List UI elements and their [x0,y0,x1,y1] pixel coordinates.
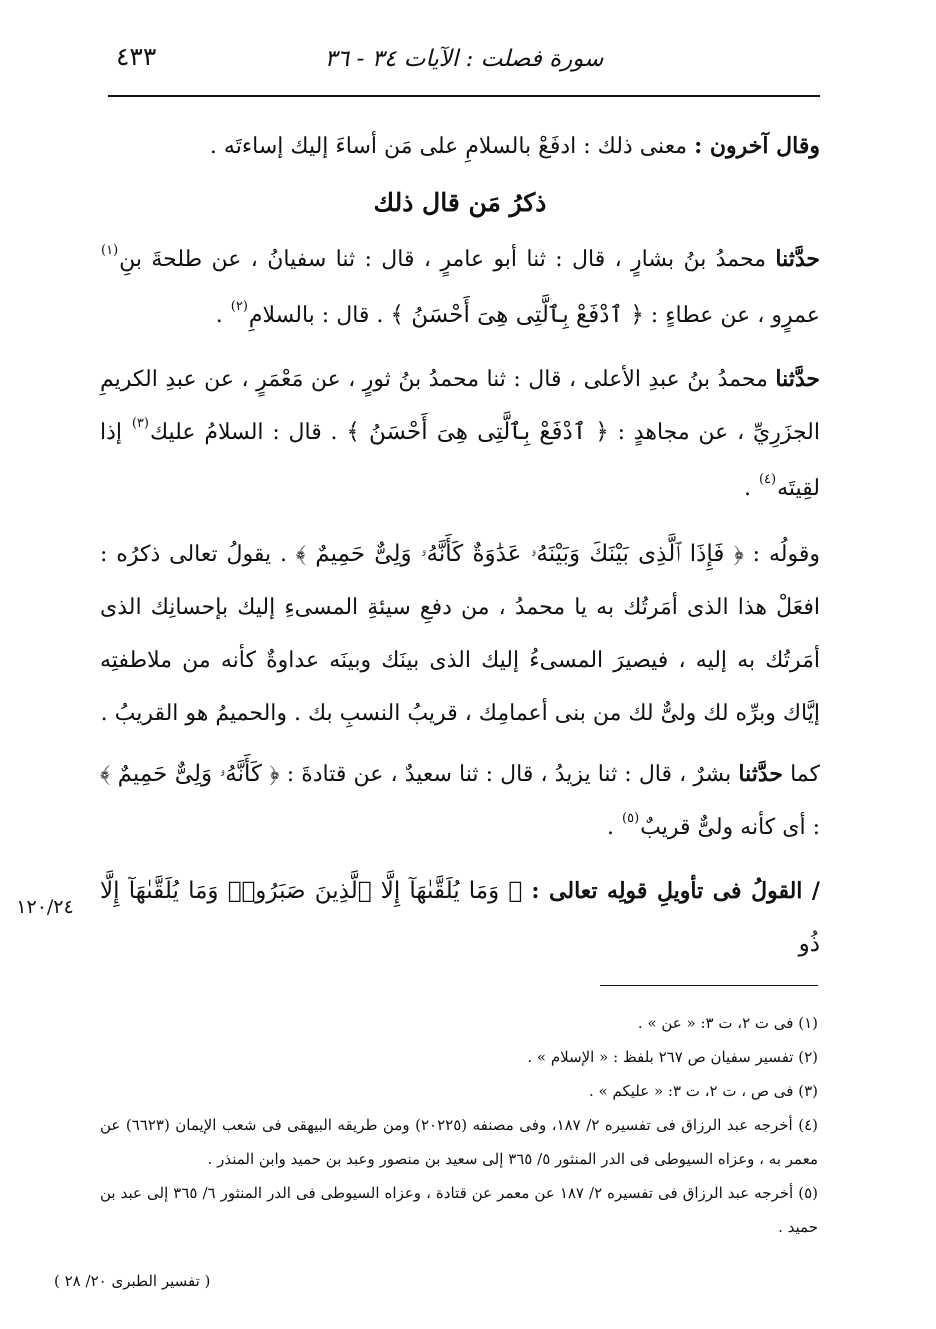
paragraph [100,748,820,857]
main-text [100,120,820,971]
paragraph-text: . قال : السلامُ عليك [149,420,347,445]
paragraph-text: . [607,815,621,840]
paragraph [100,353,820,518]
paragraph-text: عمرٍو ، عن عطاءٍ : [643,303,820,328]
paragraph-text: : أى كأنه ولىٌّ قريبٌ [640,815,820,840]
page-number: ٤٣٣ [116,42,157,71]
paragraph-lead: حدَّثنا [775,366,820,392]
paragraph-text: معنى ذلك : ادفَعْ بالسلامِ على مَن أساءَ إليك إساءتَه . [209,134,695,159]
paragraph-lead: وقال آخرون : [694,133,820,159]
quran-verse: ﴿ ٱدْفَعْ بِٱلَّتِى هِىَ أَحْسَنُ ﴾ [390,302,644,328]
running-header [108,34,820,84]
paragraph-text: . [743,476,758,501]
paragraph-lead: حدَّثنا [775,246,820,272]
page-footer: ( تفسير الطبرى ٢٠/ ٢٨ ) [54,1272,211,1290]
footnote: (٥) أخرجه عبد الرزاق فى تفسيره ٢/ ١٨٧ عن معمر عن قتادة ، وعزاه السيوطى فى الدر المنثور ٦/ ٣٦٥ إلى عبد بن حميد . [100,1184,818,1236]
header-rule [108,95,820,97]
footnote: (١) فى ت ٢، ت ٣: « عن » . [637,1014,818,1032]
footnote: (٣) فى ص ، ت ٢، ت ٣: « عليكم » . [589,1082,818,1100]
paragraph-text: . يقولُ تعالى ذكرُه : افعَلْ هذا الذى أمَرتُك به يا محمدُ ، من دفعِ سيئةِ المسىءِ إليك بإحسانِك الذى أمَرتُك به إليه ، فيصيرَ المسىءُ إليك الذى بينَك وبينَه عداوةٌ كأنه من ملاطفتِه إيَّاك وبرِّه لك ولىٌّ لك من بنى أعمامِك ، قريبُ النسبِ بك . والحميمُ هو القريبُ . [100,542,820,726]
paragraph-lead: القولُ فى تأويلِ قولِه تعالى : [531,878,803,904]
footnote-ref: (٢) [230,299,248,314]
footnote-ref: (١) [101,243,119,258]
paragraph-text: وقولُه : [743,542,820,567]
paragraph-text: محمدُ بنُ عبدِ الأعلى ، قال : ثنا محمدُ بنُ ثورٍ ، عن مَعْمَرٍ ، عن عبدِ الكريمِ الجزَرِيِّ ، عن مجاهدٍ : [100,367,820,445]
paragraph-text: محمدُ بنُ بشارٍ ، قال : ثنا أبو عامرٍ ، قال : ثنا سفيانُ ، عن طلحةَ بنِ [119,247,776,272]
paragraph-text: . قال : بالسلامِ [248,303,391,328]
footnote-ref: (٥) [622,811,640,826]
running-title: سورة فصلت : الآيات ٣٤ - ٣٦ [324,46,604,72]
section-heading: ذكرُ مَن قال ذلك [373,188,547,217]
footnote-rule [600,985,818,986]
quran-verse: ﴿ كَأَنَّهُۥ وَلِىٌّ حَمِيمٌ ﴾ [100,761,280,787]
paragraph [100,865,820,971]
footnote: (٢) تفسير سفيان ص ٢٦٧ بلفظ : « الإسلام » . [527,1048,818,1066]
page-break-marker: / [802,878,820,904]
paragraph-text: كما [782,762,820,787]
paragraph-text: . [215,303,230,328]
quran-verse: ﴿ ٱدْفَعْ بِٱلَّتِى هِىَ أَحْسَنُ ﴾ [346,419,609,445]
paragraph-text: بشرٌ ، قال : ثنا يزيدُ ، قال : ثنا سعيدٌ ، عن قتادةَ : [279,762,739,787]
paragraph [100,233,820,345]
paragraph [100,120,820,173]
footnote-ref: (٤) [758,472,777,487]
footnote-ref: (٣) [131,416,149,431]
quran-verse: ﴿ فَإِذَا ٱلَّذِى بَيْنَكَ وَبَيْنَهُۥ عَدَٰوَةٌ كَأَنَّهُۥ وَلِىٌّ حَمِيمٌ ﴾ [295,541,744,567]
paragraph-lead: حدَّثنا [738,761,783,787]
paragraph [100,528,820,740]
footnote: (٤) أخرجه عبد الرزاق فى تفسيره ٢/ ١٨٧، وفى مصنفه (٢٠٢٢٥) ومن طريقه البيهقى فى شعب الإيمان (٦٦٢٣) عن معمر به ، وعزاه السيوطى فى الدر المنثور ٥/ ٣٦٥ إلى سعيد بن منصور وعبد بن حميد وابن المنذر . [100,1116,818,1168]
quran-verse: ﴿ وَمَا يُلَقَّىٰهَآ إِلَّا ٱلَّذِينَ صَبَرُوا۟ وَمَا يُلَقَّىٰهَآ إِلَّا ذُو [100,878,820,957]
footnotes [100,1006,818,1244]
margin-reference: ١٢٠/٢٤ [16,896,74,918]
paragraph-text: إذا لقِيتَه [100,420,820,501]
